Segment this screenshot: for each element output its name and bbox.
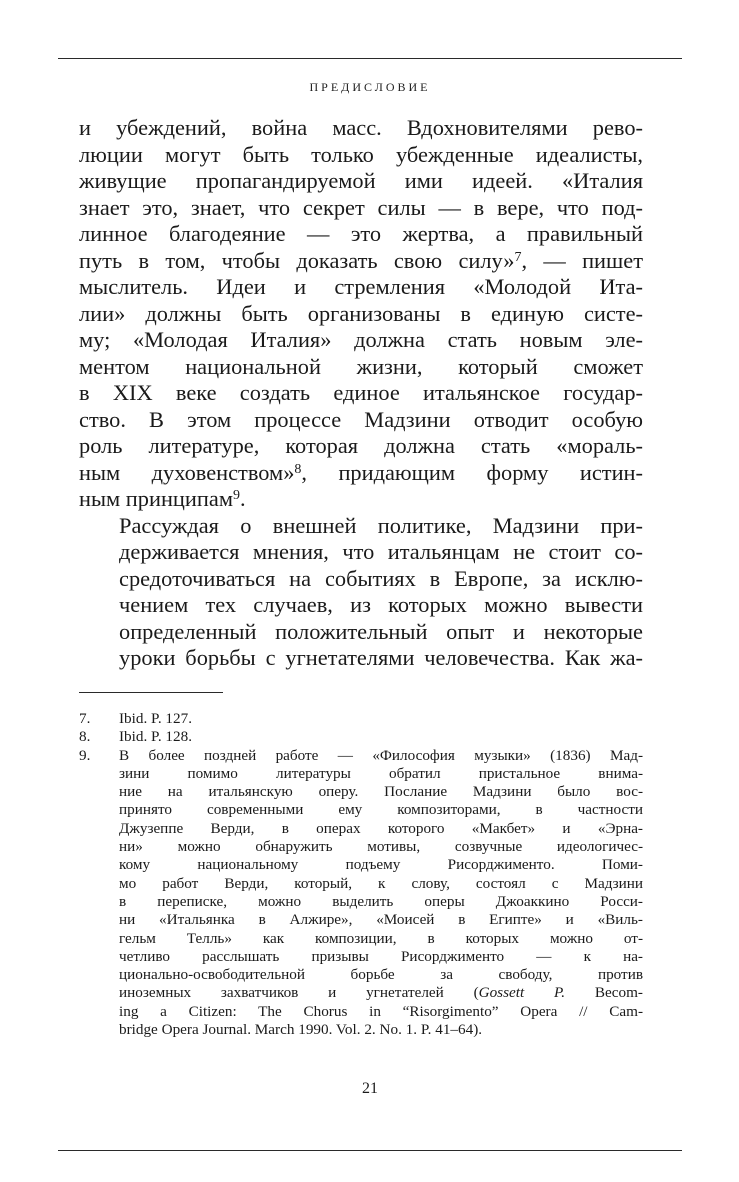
text-line: в XIX веке создать единое итальянское государ-: [79, 380, 643, 405]
footnote-7: [79, 710, 643, 728]
footnote-line: ни» можно обнаружить мотивы, созвучные идеологичес-: [119, 838, 643, 856]
text-line: линное благодеяние — это жертва, а правильный: [79, 221, 643, 246]
paragraph-1: [79, 115, 643, 513]
footnote-ref-9[interactable]: 9: [233, 488, 240, 503]
footnote-line: ing a Citizen: The Chorus in “Risorgimento” Opera // Cam-: [119, 1002, 643, 1020]
text-fragment: ным духовенством»: [79, 459, 295, 485]
text-line: Рассуждая о внешней политике, Мадзини при-: [119, 512, 643, 538]
footnote-line: зини помимо литературы обратил пристальное внима-: [119, 764, 643, 782]
text-line: и убеждений, война масс. Вдохновителями рево-: [79, 115, 643, 140]
text-line: люции могут быть только убежденные идеалисты,: [79, 141, 643, 167]
text-line: му; «Молодая Италия» должна стать новым эле-: [79, 327, 643, 352]
footnote-line: гельм Телль» как композиции, в которых можно от-: [119, 929, 643, 947]
footnote-text: Ibid. P. 127.: [119, 710, 192, 727]
footnote-line: bridge Opera Journal. March 1990. Vol. 2. No. 1. P. 41–64).: [119, 1021, 483, 1039]
footnote-line: кому национальному подъему Рисорджименто. Поми-: [119, 856, 643, 874]
text-line: ство. В этом процессе Мадзини отводит особую: [79, 406, 643, 432]
footnote-8: [79, 728, 643, 746]
text-line: ментом национальной жизни, который сможет: [79, 353, 643, 379]
footnote-line: четливо расслышать призывы Рисорджименто — к на-: [119, 947, 643, 965]
text-line: уроки борьбы с угнетателями человечества. Как жа-: [119, 645, 643, 670]
text-line: знает это, знает, что секрет силы — в вере, что под-: [79, 194, 643, 220]
footnote-line: ни «Итальянка в Алжире», «Моисей в Египте» и «Виль-: [119, 911, 643, 929]
text-line: мыслитель. Идеи и стремления «Молодой Ита-: [79, 274, 643, 299]
text-fragment: Becom-: [565, 984, 643, 1002]
bottom-rule: [58, 1150, 682, 1151]
footnote-line: ние на итальянскую оперу. Послание Мадзини было вос-: [119, 783, 643, 801]
text-fragment: , придающим форму истин-: [301, 459, 643, 485]
text-line: чением тех случаев, из которых можно вывести: [119, 592, 643, 617]
text-fragment: .: [240, 486, 246, 511]
text-fragment: ным принципам: [79, 486, 233, 511]
footnote-line: [119, 984, 643, 1002]
text-fragment: иноземных захватчиков и угнетателей (: [119, 984, 479, 1002]
text-line: лии» должны быть организованы в единую систе-: [79, 300, 643, 326]
text-line: держивается мнения, что итальянцам не стоит со-: [119, 539, 643, 564]
footnote-9: [79, 747, 643, 1040]
text-line: [79, 486, 643, 513]
text-fragment: путь в том, чтобы доказать свою силу»: [79, 247, 515, 273]
footnote-line: в переписке, можно выделить оперы Джоаккино Росси-: [119, 892, 643, 910]
text-fragment: , — пишет: [521, 247, 643, 273]
footnote-ref-7[interactable]: 7: [514, 249, 522, 265]
top-rule: [58, 58, 682, 59]
footnote-text: [119, 747, 643, 1040]
footnote-ref-8[interactable]: 8: [294, 461, 302, 477]
text-line: [79, 460, 643, 487]
footnote-number: 7.: [79, 710, 91, 727]
footnote-line: Джузеппе Верди, в операх которого «Макбет» и «Эрна-: [119, 819, 643, 837]
footnotes: [79, 710, 643, 1039]
footnote-text: Ibid. P. 128.: [119, 728, 192, 746]
main-text: [79, 115, 643, 672]
page-number: 21: [362, 1080, 378, 1097]
footnote-line: принято современными ему композиторами, в частности: [119, 801, 643, 819]
footnote-line: В более поздней работе — «Философия музыки» (1836) Мад-: [119, 746, 643, 764]
paragraph-2: [79, 513, 643, 672]
footnote-line: ционально-освободительной борьбе за свободу, против: [119, 966, 643, 984]
footnote-number: 8.: [79, 728, 91, 746]
citation-author: Gossett P.: [478, 984, 566, 1002]
text-line: роль литературе, которая должна стать «мораль-: [79, 433, 643, 458]
footnote-separator: [79, 692, 223, 693]
text-line: определенный положительный опыт и некоторые: [119, 618, 643, 644]
text-line: живущие пропагандируемой ими идеей. «Италия: [79, 168, 643, 193]
footnote-line: мо работ Верди, который, к слову, состоял с Мадзини: [119, 874, 643, 892]
text-line: [79, 248, 643, 275]
running-head: ПРЕДИСЛОВИЕ: [309, 80, 431, 94]
footnote-number: 9.: [79, 746, 91, 764]
text-line: средоточиваться на событиях в Европе, за исклю-: [119, 565, 643, 591]
